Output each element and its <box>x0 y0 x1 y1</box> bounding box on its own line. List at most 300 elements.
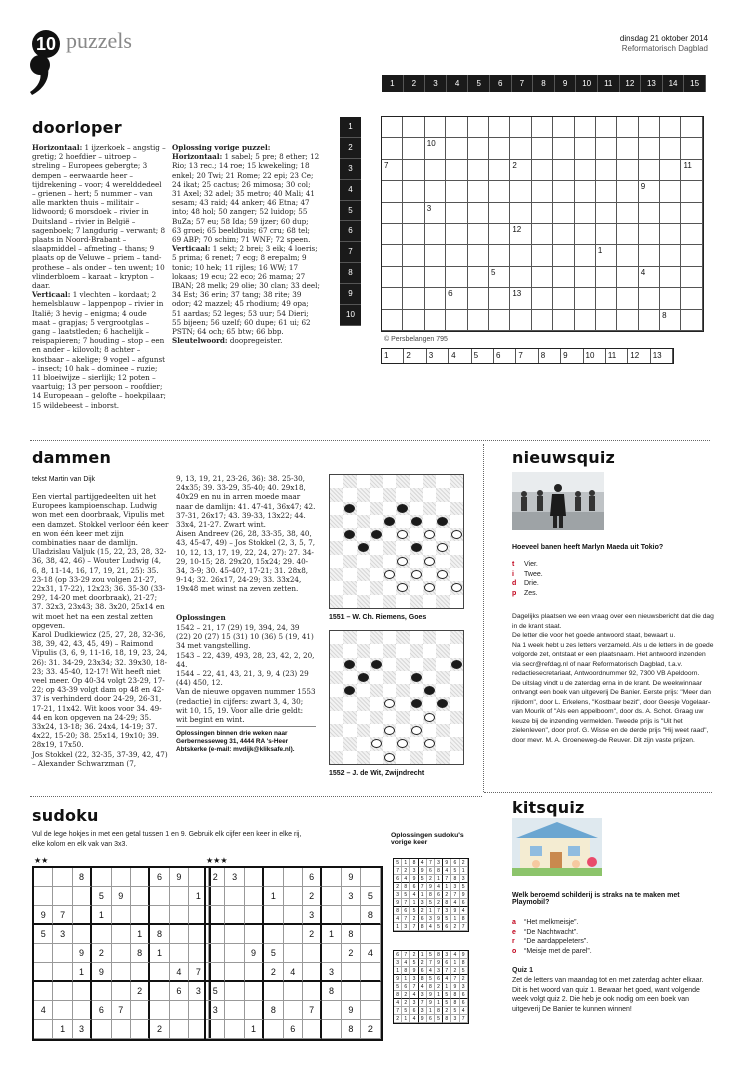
sudoku-cell[interactable] <box>73 906 92 925</box>
sudoku-cell[interactable]: 8 <box>342 925 361 944</box>
nieuwsquiz-option[interactable] <box>512 589 712 599</box>
crossword-cell[interactable] <box>639 203 660 224</box>
sudoku-cell[interactable] <box>342 982 361 1001</box>
sudoku-cell[interactable]: 5 <box>264 944 283 963</box>
crossword-cell[interactable] <box>660 245 681 266</box>
nieuwsquiz-option[interactable] <box>512 579 712 589</box>
sudoku-cell[interactable]: 7 <box>303 1001 322 1020</box>
sudoku-cell[interactable]: 6 <box>303 868 322 887</box>
sudoku-cell[interactable] <box>225 1020 244 1039</box>
sudoku-cell[interactable] <box>170 925 189 944</box>
crossword-cell[interactable] <box>681 203 702 224</box>
sudoku-cell[interactable]: 2 <box>303 887 322 906</box>
crossword-cell[interactable] <box>489 288 510 309</box>
crossword-cell[interactable]: 1 <box>596 245 617 266</box>
sudoku-cell[interactable]: 6 <box>92 1001 111 1020</box>
sudoku-cell[interactable] <box>361 963 380 982</box>
sudoku-cell[interactable] <box>150 887 169 906</box>
crossword-cell[interactable] <box>681 310 702 331</box>
sudoku-cell[interactable]: 9 <box>112 887 131 906</box>
crossword-cell[interactable] <box>532 245 553 266</box>
crossword-cell[interactable] <box>681 288 702 309</box>
crossword-cell[interactable] <box>553 138 574 159</box>
sudoku-cell[interactable] <box>264 868 283 887</box>
sudoku-cell[interactable] <box>34 944 53 963</box>
crossword-cell[interactable] <box>596 160 617 181</box>
crossword-cell[interactable] <box>532 160 553 181</box>
crossword-cell[interactable] <box>425 224 446 245</box>
kitsquiz-option[interactable] <box>512 937 712 947</box>
crossword-cell[interactable] <box>403 181 424 202</box>
crossword-cell[interactable] <box>660 181 681 202</box>
sudoku-cell[interactable] <box>225 925 244 944</box>
sudoku-cell[interactable] <box>170 1020 189 1039</box>
crossword-cell[interactable] <box>403 245 424 266</box>
crossword-cell[interactable] <box>468 181 489 202</box>
sudoku-cell[interactable] <box>34 887 53 906</box>
sudoku-cell[interactable] <box>245 982 264 1001</box>
sudoku-cell[interactable]: 8 <box>361 906 380 925</box>
crossword-cell[interactable] <box>468 224 489 245</box>
crossword-cell[interactable] <box>403 310 424 331</box>
sudoku-cell[interactable] <box>303 944 322 963</box>
sudoku-cell[interactable] <box>53 868 72 887</box>
sudoku-cell[interactable] <box>284 887 303 906</box>
crossword-cell[interactable] <box>639 310 660 331</box>
crossword-cell[interactable] <box>425 245 446 266</box>
sudoku-cell[interactable] <box>264 906 283 925</box>
crossword-cell[interactable] <box>382 117 403 138</box>
crossword-cell[interactable] <box>553 203 574 224</box>
crossword-cell[interactable] <box>553 245 574 266</box>
crossword-cell[interactable] <box>553 117 574 138</box>
sudoku-cell[interactable]: 2 <box>206 868 225 887</box>
sudoku-cell[interactable] <box>73 925 92 944</box>
sudoku-cell[interactable]: 2 <box>342 944 361 963</box>
sudoku-cell[interactable] <box>284 1001 303 1020</box>
crossword-cell[interactable] <box>446 310 467 331</box>
crossword-cell[interactable] <box>510 117 531 138</box>
crossword-cell[interactable] <box>468 203 489 224</box>
sudoku-cell[interactable] <box>342 963 361 982</box>
sudoku-cell[interactable] <box>206 925 225 944</box>
crossword-cell[interactable] <box>617 117 638 138</box>
sudoku-cell[interactable] <box>245 906 264 925</box>
crossword-cell[interactable] <box>617 224 638 245</box>
crossword-cell[interactable] <box>639 117 660 138</box>
sudoku-cell[interactable] <box>112 982 131 1001</box>
sudoku-cell[interactable]: 5 <box>34 925 53 944</box>
sudoku-cell[interactable]: 9 <box>73 944 92 963</box>
crossword-cell[interactable] <box>403 203 424 224</box>
crossword-cell[interactable] <box>510 203 531 224</box>
sudoku-cell[interactable]: 3 <box>225 868 244 887</box>
sudoku-cell[interactable] <box>131 906 150 925</box>
sudoku-cell[interactable] <box>361 868 380 887</box>
crossword-cell[interactable] <box>553 224 574 245</box>
sudoku-cell[interactable] <box>170 944 189 963</box>
crossword-cell[interactable] <box>446 160 467 181</box>
sudoku-cell[interactable]: 2 <box>131 982 150 1001</box>
sudoku-cell[interactable]: 2 <box>92 944 111 963</box>
sudoku-cell[interactable]: 4 <box>361 944 380 963</box>
crossword-cell[interactable] <box>639 288 660 309</box>
crossword-cell[interactable]: 13 <box>510 288 531 309</box>
crossword-cell[interactable]: 10 <box>425 138 446 159</box>
sudoku-cell[interactable] <box>264 982 283 1001</box>
crossword-cell[interactable] <box>596 138 617 159</box>
crossword-cell[interactable] <box>510 267 531 288</box>
sudoku-cell[interactable] <box>92 925 111 944</box>
sudoku-cell[interactable] <box>322 1001 341 1020</box>
crossword-cell[interactable] <box>489 203 510 224</box>
sudoku-cell[interactable] <box>53 887 72 906</box>
crossword-cell[interactable]: 3 <box>425 203 446 224</box>
sudoku-cell[interactable]: 9 <box>342 868 361 887</box>
solution-cell[interactable]: 10 <box>584 349 606 363</box>
sudoku-cell[interactable]: 5 <box>206 982 225 1001</box>
sudoku-cell[interactable] <box>284 982 303 1001</box>
sudoku-cell[interactable] <box>112 868 131 887</box>
crossword-cell[interactable] <box>639 245 660 266</box>
sudoku-cell[interactable] <box>206 963 225 982</box>
sudoku-cell[interactable]: 1 <box>92 906 111 925</box>
sudoku-cell[interactable]: 7 <box>189 963 208 982</box>
sudoku-cell[interactable] <box>53 944 72 963</box>
crossword-cell[interactable] <box>681 181 702 202</box>
crossword-cell[interactable] <box>532 181 553 202</box>
crossword-cell[interactable] <box>446 245 467 266</box>
sudoku-cell[interactable]: 1 <box>189 887 208 906</box>
sudoku-cell[interactable] <box>131 1020 150 1039</box>
sudoku-cell[interactable] <box>284 906 303 925</box>
sudoku-grid-2[interactable] <box>204 866 383 1041</box>
crossword-cell[interactable] <box>489 245 510 266</box>
sudoku-cell[interactable]: 6 <box>284 1020 303 1039</box>
crossword-cell[interactable] <box>617 310 638 331</box>
solution-cell[interactable]: 4 <box>449 349 471 363</box>
sudoku-cell[interactable]: 6 <box>150 868 169 887</box>
crossword-cell[interactable]: 5 <box>489 267 510 288</box>
crossword-cell[interactable] <box>489 138 510 159</box>
sudoku-cell[interactable]: 5 <box>361 887 380 906</box>
sudoku-cell[interactable] <box>112 906 131 925</box>
solution-cell[interactable]: 2 <box>404 349 426 363</box>
crossword-cell[interactable] <box>575 245 596 266</box>
crossword-cell[interactable] <box>425 310 446 331</box>
sudoku-cell[interactable]: 3 <box>53 925 72 944</box>
sudoku-cell[interactable] <box>284 925 303 944</box>
sudoku-cell[interactable]: 1 <box>73 963 92 982</box>
crossword-cell[interactable] <box>382 310 403 331</box>
sudoku-cell[interactable]: 8 <box>150 925 169 944</box>
crossword-cell[interactable] <box>446 267 467 288</box>
sudoku-cell[interactable] <box>53 982 72 1001</box>
sudoku-cell[interactable] <box>361 1001 380 1020</box>
crossword-cell[interactable] <box>403 267 424 288</box>
crossword-cell[interactable] <box>425 117 446 138</box>
crossword-cell[interactable] <box>468 267 489 288</box>
sudoku-cell[interactable]: 7 <box>53 906 72 925</box>
crossword-cell[interactable] <box>468 310 489 331</box>
sudoku-cell[interactable]: 8 <box>342 1020 361 1039</box>
solution-cell[interactable]: 6 <box>494 349 516 363</box>
crossword-cell[interactable] <box>446 181 467 202</box>
crossword-grid[interactable] <box>381 116 704 332</box>
sudoku-cell[interactable] <box>206 1020 225 1039</box>
crossword-cell[interactable] <box>660 203 681 224</box>
crossword-cell[interactable] <box>446 138 467 159</box>
sudoku-cell[interactable] <box>245 1001 264 1020</box>
crossword-cell[interactable] <box>639 224 660 245</box>
crossword-solution-row[interactable] <box>381 348 674 364</box>
crossword-cell[interactable] <box>617 267 638 288</box>
crossword-cell[interactable] <box>575 181 596 202</box>
sudoku-cell[interactable] <box>73 1001 92 1020</box>
crossword-cell[interactable]: 11 <box>681 160 702 181</box>
crossword-cell[interactable] <box>532 267 553 288</box>
sudoku-cell[interactable] <box>303 982 322 1001</box>
sudoku-cell[interactable] <box>225 982 244 1001</box>
sudoku-cell[interactable] <box>225 906 244 925</box>
sudoku-cell[interactable]: 9 <box>170 868 189 887</box>
solution-cell[interactable]: 1 <box>382 349 404 363</box>
crossword-cell[interactable] <box>468 288 489 309</box>
crossword-cell[interactable] <box>553 288 574 309</box>
sudoku-cell[interactable]: 1 <box>150 944 169 963</box>
sudoku-cell[interactable] <box>170 1001 189 1020</box>
sudoku-cell[interactable]: 8 <box>73 868 92 887</box>
sudoku-cell[interactable] <box>92 1020 111 1039</box>
sudoku-cell[interactable] <box>245 963 264 982</box>
sudoku-cell[interactable]: 3 <box>189 982 208 1001</box>
crossword-cell[interactable] <box>382 224 403 245</box>
crossword-cell[interactable] <box>575 160 596 181</box>
crossword-cell[interactable] <box>553 310 574 331</box>
sudoku-cell[interactable] <box>170 906 189 925</box>
crossword-cell[interactable] <box>596 288 617 309</box>
crossword-cell[interactable] <box>468 117 489 138</box>
crossword-cell[interactable] <box>446 224 467 245</box>
crossword-cell[interactable] <box>617 203 638 224</box>
sudoku-cell[interactable]: 2 <box>150 1020 169 1039</box>
sudoku-cell[interactable] <box>131 887 150 906</box>
kitsquiz-option[interactable] <box>512 947 712 957</box>
sudoku-cell[interactable] <box>34 868 53 887</box>
sudoku-cell[interactable] <box>264 1020 283 1039</box>
crossword-cell[interactable] <box>446 203 467 224</box>
crossword-cell[interactable]: 12 <box>510 224 531 245</box>
sudoku-cell[interactable] <box>150 963 169 982</box>
sudoku-cell[interactable] <box>34 963 53 982</box>
crossword-cell[interactable] <box>382 267 403 288</box>
sudoku-cell[interactable] <box>131 1001 150 1020</box>
sudoku-cell[interactable]: 8 <box>322 982 341 1001</box>
sudoku-cell[interactable] <box>206 944 225 963</box>
crossword-cell[interactable]: 4 <box>639 267 660 288</box>
crossword-cell[interactable] <box>596 203 617 224</box>
sudoku-grid-1[interactable] <box>32 866 211 1041</box>
sudoku-cell[interactable] <box>206 906 225 925</box>
crossword-cell[interactable] <box>403 117 424 138</box>
crossword-cell[interactable] <box>382 181 403 202</box>
crossword-cell[interactable] <box>596 224 617 245</box>
crossword-cell[interactable] <box>575 138 596 159</box>
crossword-cell[interactable] <box>681 138 702 159</box>
sudoku-cell[interactable] <box>53 963 72 982</box>
sudoku-cell[interactable] <box>150 906 169 925</box>
sudoku-cell[interactable]: 4 <box>34 1001 53 1020</box>
crossword-cell[interactable] <box>468 245 489 266</box>
crossword-cell[interactable] <box>489 310 510 331</box>
sudoku-cell[interactable] <box>53 1001 72 1020</box>
sudoku-cell[interactable]: 8 <box>264 1001 283 1020</box>
crossword-cell[interactable] <box>660 224 681 245</box>
crossword-cell[interactable] <box>553 160 574 181</box>
crossword-cell[interactable] <box>575 288 596 309</box>
crossword-cell[interactable] <box>382 203 403 224</box>
sudoku-cell[interactable]: 2 <box>264 963 283 982</box>
crossword-cell[interactable] <box>532 224 553 245</box>
sudoku-cell[interactable] <box>73 982 92 1001</box>
sudoku-cell[interactable] <box>150 982 169 1001</box>
crossword-cell[interactable] <box>553 181 574 202</box>
crossword-cell[interactable] <box>681 117 702 138</box>
sudoku-cell[interactable]: 4 <box>284 963 303 982</box>
crossword-cell[interactable] <box>532 288 553 309</box>
sudoku-cell[interactable] <box>245 887 264 906</box>
crossword-cell[interactable] <box>489 160 510 181</box>
crossword-cell[interactable]: 9 <box>639 181 660 202</box>
sudoku-cell[interactable] <box>361 925 380 944</box>
crossword-cell[interactable] <box>660 267 681 288</box>
crossword-cell[interactable] <box>681 224 702 245</box>
sudoku-cell[interactable] <box>112 925 131 944</box>
sudoku-cell[interactable] <box>92 982 111 1001</box>
sudoku-cell[interactable]: 1 <box>322 925 341 944</box>
sudoku-cell[interactable]: 1 <box>245 1020 264 1039</box>
sudoku-cell[interactable]: 2 <box>303 925 322 944</box>
crossword-cell[interactable] <box>553 267 574 288</box>
crossword-cell[interactable] <box>510 310 531 331</box>
crossword-cell[interactable] <box>425 160 446 181</box>
nieuwsquiz-option[interactable] <box>512 570 712 580</box>
sudoku-cell[interactable]: 9 <box>92 963 111 982</box>
sudoku-cell[interactable] <box>170 887 189 906</box>
sudoku-cell[interactable] <box>284 944 303 963</box>
crossword-cell[interactable] <box>382 245 403 266</box>
crossword-cell[interactable] <box>382 288 403 309</box>
crossword-cell[interactable] <box>639 160 660 181</box>
crossword-cell[interactable] <box>596 310 617 331</box>
sudoku-cell[interactable] <box>322 887 341 906</box>
crossword-cell[interactable] <box>468 138 489 159</box>
crossword-cell[interactable] <box>660 160 681 181</box>
crossword-cell[interactable] <box>532 203 553 224</box>
crossword-cell[interactable] <box>617 138 638 159</box>
crossword-cell[interactable] <box>575 310 596 331</box>
sudoku-cell[interactable] <box>225 887 244 906</box>
crossword-cell[interactable] <box>403 138 424 159</box>
crossword-cell[interactable] <box>660 138 681 159</box>
sudoku-cell[interactable] <box>303 1020 322 1039</box>
crossword-cell[interactable] <box>510 138 531 159</box>
nieuwsquiz-option[interactable] <box>512 560 712 570</box>
sudoku-cell[interactable]: 3 <box>342 887 361 906</box>
crossword-cell[interactable] <box>489 181 510 202</box>
sudoku-cell[interactable] <box>322 944 341 963</box>
crossword-cell[interactable] <box>596 181 617 202</box>
kitsquiz-option[interactable] <box>512 918 712 928</box>
crossword-cell[interactable]: 7 <box>382 160 403 181</box>
crossword-cell[interactable] <box>403 224 424 245</box>
sudoku-cell[interactable] <box>245 868 264 887</box>
solution-cell[interactable]: 11 <box>606 349 628 363</box>
sudoku-cell[interactable] <box>322 1020 341 1039</box>
sudoku-cell[interactable] <box>322 906 341 925</box>
sudoku-cell[interactable]: 1 <box>53 1020 72 1039</box>
crossword-cell[interactable] <box>468 160 489 181</box>
crossword-cell[interactable] <box>382 138 403 159</box>
sudoku-cell[interactable] <box>92 868 111 887</box>
crossword-cell[interactable] <box>660 288 681 309</box>
solution-cell[interactable]: 7 <box>516 349 538 363</box>
crossword-cell[interactable] <box>575 117 596 138</box>
sudoku-cell[interactable] <box>34 982 53 1001</box>
sudoku-cell[interactable]: 3 <box>303 906 322 925</box>
sudoku-cell[interactable] <box>303 963 322 982</box>
crossword-cell[interactable] <box>575 203 596 224</box>
crossword-cell[interactable] <box>425 267 446 288</box>
crossword-cell[interactable]: 6 <box>446 288 467 309</box>
sudoku-cell[interactable] <box>322 868 341 887</box>
crossword-cell[interactable] <box>532 138 553 159</box>
solution-cell[interactable]: 8 <box>539 349 561 363</box>
crossword-cell[interactable] <box>446 117 467 138</box>
sudoku-cell[interactable] <box>131 868 150 887</box>
sudoku-cell[interactable] <box>245 925 264 944</box>
crossword-cell[interactable] <box>681 267 702 288</box>
sudoku-cell[interactable] <box>112 963 131 982</box>
solution-cell[interactable]: 13 <box>651 349 673 363</box>
crossword-cell[interactable] <box>596 267 617 288</box>
sudoku-cell[interactable] <box>342 906 361 925</box>
sudoku-cell[interactable] <box>284 868 303 887</box>
sudoku-cell[interactable] <box>73 887 92 906</box>
sudoku-cell[interactable]: 6 <box>170 982 189 1001</box>
sudoku-cell[interactable]: 3 <box>73 1020 92 1039</box>
crossword-cell[interactable] <box>617 181 638 202</box>
crossword-cell[interactable] <box>681 245 702 266</box>
crossword-cell[interactable] <box>617 288 638 309</box>
crossword-cell[interactable] <box>403 160 424 181</box>
crossword-cell[interactable] <box>596 117 617 138</box>
sudoku-cell[interactable]: 5 <box>92 887 111 906</box>
sudoku-cell[interactable] <box>361 982 380 1001</box>
sudoku-cell[interactable] <box>34 1020 53 1039</box>
sudoku-cell[interactable]: 8 <box>131 944 150 963</box>
crossword-cell[interactable] <box>532 117 553 138</box>
sudoku-cell[interactable]: 3 <box>206 1001 225 1020</box>
sudoku-cell[interactable]: 9 <box>342 1001 361 1020</box>
sudoku-cell[interactable]: 9 <box>34 906 53 925</box>
solution-cell[interactable]: 9 <box>561 349 583 363</box>
sudoku-cell[interactable]: 1 <box>131 925 150 944</box>
sudoku-cell[interactable] <box>225 944 244 963</box>
crossword-cell[interactable] <box>425 181 446 202</box>
crossword-cell[interactable] <box>575 224 596 245</box>
solution-cell[interactable]: 3 <box>427 349 449 363</box>
